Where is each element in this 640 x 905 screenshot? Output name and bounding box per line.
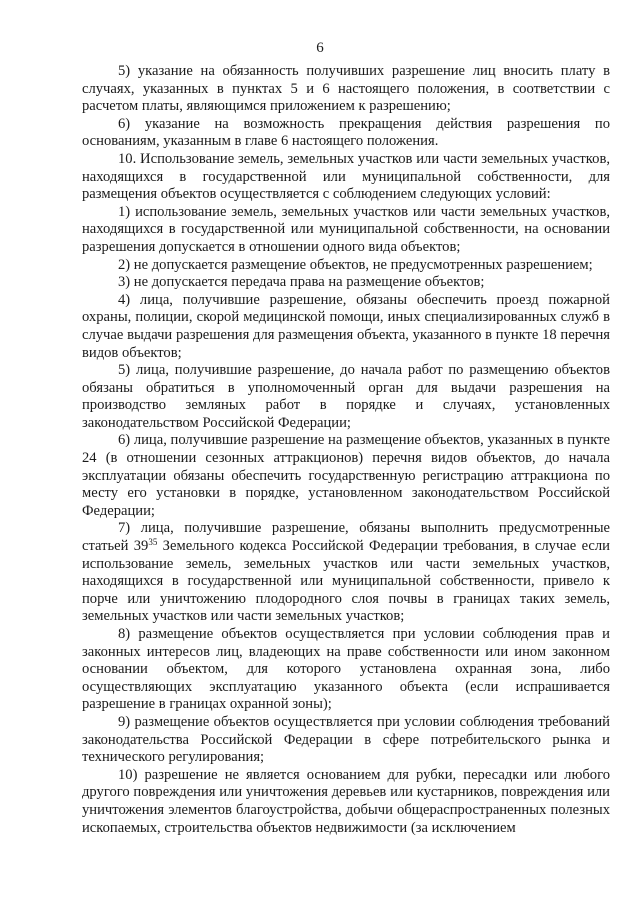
paragraph-condition-9: 9) размещение объектов осуществляется при условии соблюдения требований законодательства Российской Федерации в сфере потребительского рынка и технического регулирования; [82, 713, 610, 766]
paragraph-condition-6: 6) лица, получившие разрешение на размещение объектов, указанных в пункте 24 (в отношении сезонных аттракционов) перечня видов объектов, до начала эксплуатации обязаны обеспечить государственную регистрацию аттракциона по месту его установки в порядке, установленном законодательством Российской Федерации; [82, 432, 610, 519]
paragraph-item-6-termination: 6) указание на возможность прекращения действия разрешения по основаниям, указанным в главе 6 настоящего положения. [82, 115, 610, 150]
paragraph-condition-7-text-b: Земельного кодекса Российской Федерации требования, в случае если использование земель, земельных участков или части земельных участков, находящихся в государственной или муниципальной собственности, привело к порче или уничтожению плодородного слоя почвы в границах таких земель, земельных участков или части земельных участков; [82, 538, 610, 625]
paragraph-condition-7 [82, 520, 610, 626]
paragraph-condition-2: 2) не допускается размещение объектов, не предусмотренных разрешением; [118, 256, 593, 273]
page-number: 6 [316, 40, 324, 56]
article-superscript: 35 [148, 537, 158, 548]
paragraph-condition-7-text-a: 7) лица, получившие разрешение, обязаны выполнить предусмотренные статьей 39 [82, 520, 610, 555]
paragraph-condition-5: 5) лица, получившие разрешение, до начала работ по размещению объектов обязаны обратиться в уполномоченный орган для выдачи разрешения на производство земляных работ в порядке и случаях, установленных законодательством Российской Федерации; [82, 362, 610, 431]
paragraph-condition-4: 4) лица, получившие разрешение, обязаны обеспечить проезд пожарной охраны, полиции, скорой медицинской помощи, иных специализированных служб в случае выдачи разрешения для размещения объекта, указанного в пункте 18 перечня видов объектов; [82, 291, 610, 361]
paragraph-condition-3: 3) не допускается передача права на размещение объектов; [118, 274, 485, 291]
paragraph-condition-8: 8) размещение объектов осуществляется при условии соблюдения прав и законных интересов лиц, владеющих на праве собственности или ином законном основании объектом, для которого установлена охранная зона, либо осуществляющих эксплуатацию указанного объекта (если испрашивается разрешение в границах охранной зоны); [82, 626, 610, 713]
paragraph-condition-1: 1) использование земель, земельных участков или части земельных участков, находящихся в государственной или муниципальной собственности, на основании разрешения допускается в отношении одного вида объектов; [82, 203, 610, 255]
document-body [82, 63, 610, 837]
paragraph-section-10: 10. Использование земель, земельных участков или части земельных участков, находящихся в государственной или муниципальной собственности, для размещения объектов осуществляется с соблюдением следующих условий: [82, 150, 610, 203]
paragraph-condition-10: 10) разрешение не является основанием для рубки, пересадки или любого другого повреждения или уничтожения деревьев или кустарников, повреждения или уничтожения элементов благоустройства, добычи общераспространенных полезных ископаемых, строительства объектов недвижимости (за исключением [82, 766, 610, 836]
paragraph-item-5-payment: 5) указание на обязанность получивших разрешение лиц вносить плату в случаях, указанных в пунктах 5 и 6 настоящего положения, в соответствии с расчетом платы, являющимся приложением к разрешению; [82, 63, 610, 115]
